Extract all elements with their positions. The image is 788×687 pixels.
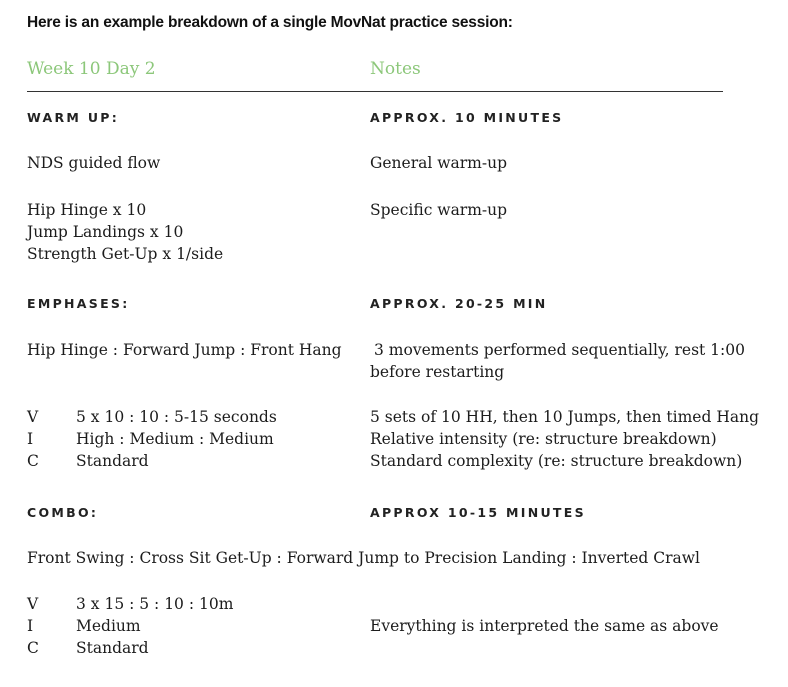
vic-letter: I [27,430,34,448]
combo-vic-values [76,593,233,659]
emphases-title: EMPHASES: [27,296,130,311]
vic-letter: I [27,617,34,635]
warmup-note-specific: Specific warm-up [370,201,508,219]
vic-value: Standard [76,452,149,470]
vic-letter: C [27,452,39,470]
header-notes: Notes [370,59,421,79]
list-item: Strength Get-Up x 1/side [27,245,224,263]
combo-duration: APPROX 10-15 MINUTES [370,505,586,520]
warmup-title: WARM UP: [27,110,120,125]
combo-vic-letters [27,593,39,659]
warmup-item-general: NDS guided flow [27,154,161,172]
combo-movement: Front Swing : Cross Sit Get-Up : Forward Jump to Precision Landing : Inverted Crawl [27,549,700,567]
note-line: 3 movements performed sequentially, rest 1:00 [374,341,745,359]
emphases-movement-note [370,339,745,383]
intro-text: Here is an example breakdown of a single MovNat practice session: [27,14,513,31]
vic-note: 5 sets of 10 HH, then 10 Jumps, then timed Hang [370,408,759,426]
emphases-vic-values [76,406,277,472]
note-line: before restarting [370,363,505,381]
warmup-specific-list [27,199,223,265]
warmup-note-general: General warm-up [370,154,508,172]
vic-value: 5 x 10 : 10 : 5-15 seconds [76,408,277,426]
vic-letter: V [27,595,39,613]
header-divider [27,91,723,92]
vic-value: High : Medium : Medium [76,430,274,448]
emphases-movement: Hip Hinge : Forward Jump : Front Hang [27,341,342,359]
combo-note: Everything is interpreted the same as above [370,617,719,635]
emphases-vic-notes [370,406,759,472]
warmup-duration: APPROX. 10 MINUTES [370,110,564,125]
vic-letter: V [27,408,39,426]
vic-value: Medium [76,617,141,635]
list-item: Jump Landings x 10 [27,223,184,241]
vic-value: 3 x 15 : 5 : 10 : 10m [76,595,234,613]
vic-note: Standard complexity (re: structure breakdown) [370,452,743,470]
vic-note: Relative intensity (re: structure breakdown) [370,430,717,448]
vic-letter: C [27,639,39,657]
list-item: Hip Hinge x 10 [27,201,147,219]
header-week-day: Week 10 Day 2 [27,59,156,79]
combo-title: COMBO: [27,505,99,520]
vic-value: Standard [76,639,149,657]
emphases-duration: APPROX. 20-25 MIN [370,296,548,311]
emphases-vic-letters [27,406,39,472]
